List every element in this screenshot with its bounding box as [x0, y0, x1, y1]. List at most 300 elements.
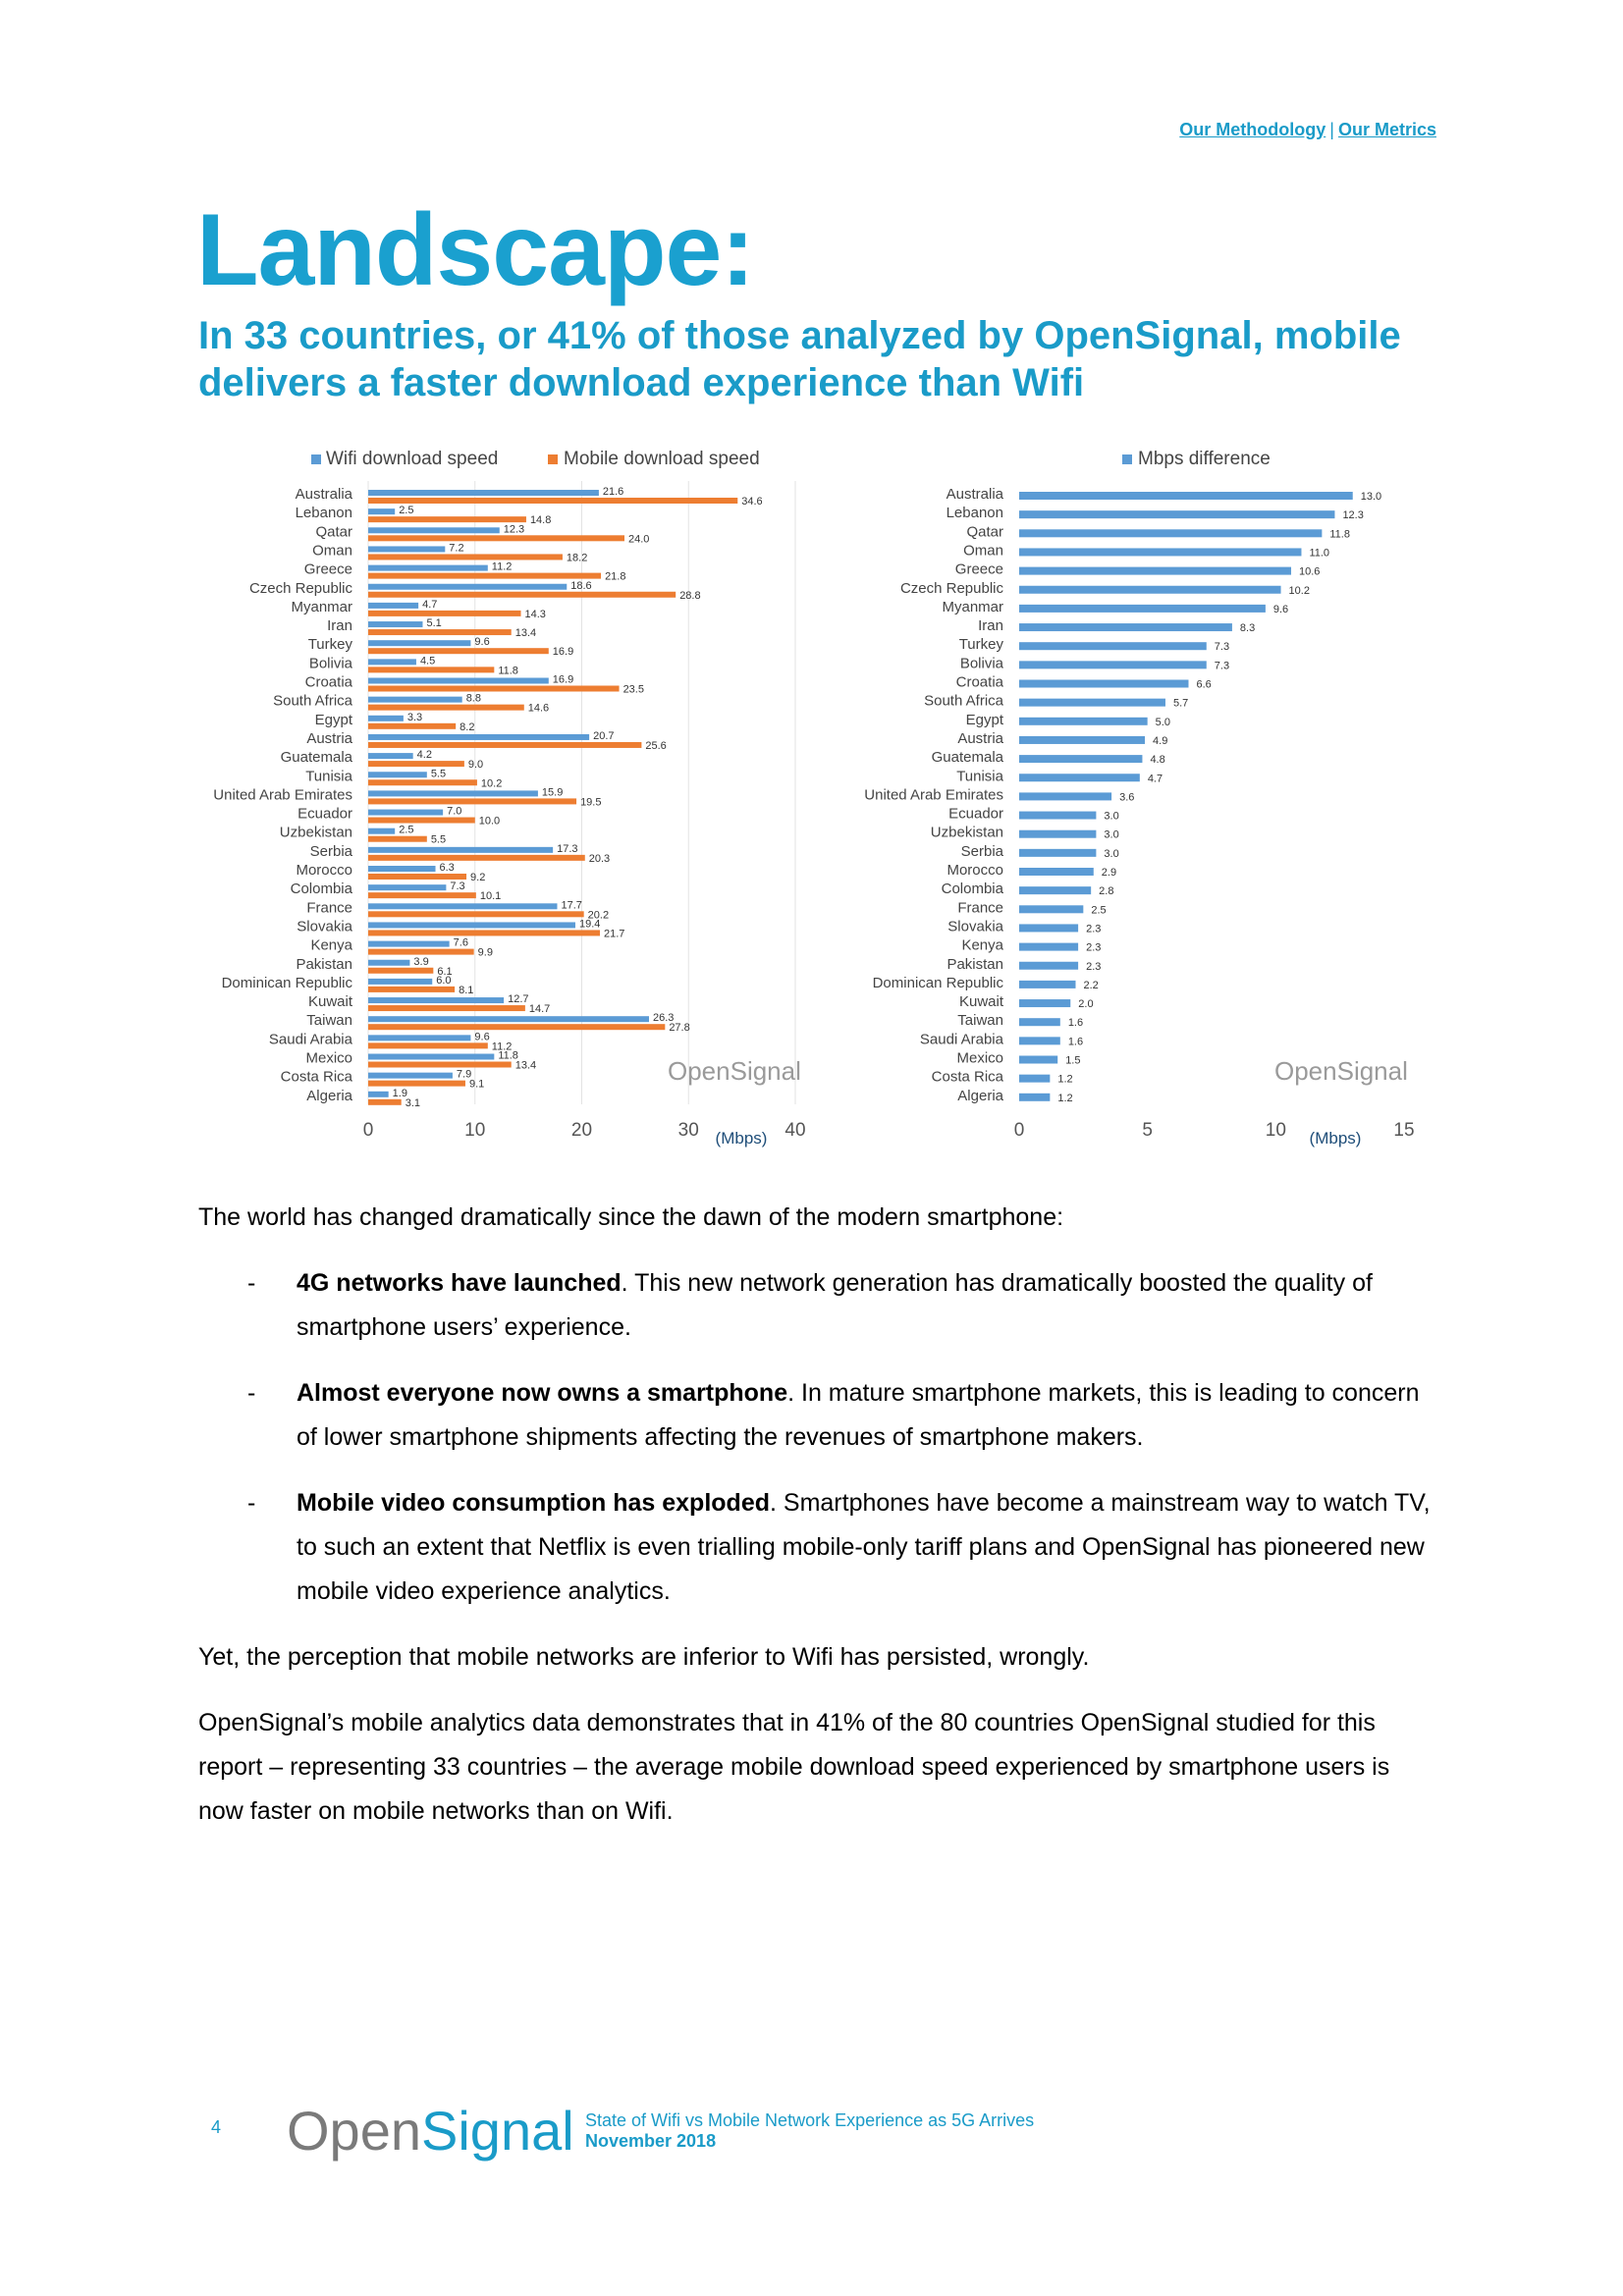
category-label: Austria: [957, 729, 1003, 747]
opensignal-logo: [287, 2099, 574, 2163]
mobile-value-label: 14.3: [524, 608, 546, 620]
category-label: Kenya: [961, 936, 1003, 954]
category-label: Iran: [327, 617, 352, 635]
wifi-bar: [368, 640, 470, 646]
difference-value-label: 2.3: [1086, 941, 1102, 954]
body-text: [198, 1196, 1435, 1834]
wifi-bar: [368, 1092, 389, 1097]
mobile-bar: [368, 611, 521, 616]
difference-bar: [1019, 886, 1091, 894]
x-unit-label: (Mbps): [715, 1129, 768, 1148]
category-label: France: [957, 899, 1003, 917]
mobile-bar: [368, 798, 576, 804]
difference-value-label: 13.0: [1360, 491, 1382, 503]
wifi-value-label: 8.8: [465, 692, 481, 705]
category-label: Ecuador: [948, 805, 1003, 823]
mobile-value-label: 23.5: [622, 683, 644, 696]
category-label: Costa Rica: [280, 1068, 352, 1086]
wifi-bar: [368, 659, 416, 665]
difference-bar: [1019, 943, 1078, 951]
logo-open-text: Open: [287, 2100, 421, 2162]
mobile-bar: [368, 629, 512, 635]
mobile-bar: [368, 592, 676, 598]
category-label: Mexico: [956, 1049, 1003, 1067]
mobile-bar: [368, 535, 624, 541]
wifi-bar: [368, 810, 443, 816]
difference-bar: [1019, 680, 1188, 688]
mobile-bar: [368, 573, 601, 579]
mobile-bar: [368, 855, 585, 861]
mobile-value-label: 9.0: [467, 759, 484, 772]
category-label: Algeria: [957, 1087, 1003, 1104]
mobile-value-label: 25.6: [645, 739, 667, 752]
difference-bar: [1019, 1075, 1050, 1083]
link-separator: |: [1329, 120, 1334, 139]
wifi-value-label: 4.2: [416, 749, 432, 762]
difference-bar: [1019, 812, 1096, 820]
difference-value-label: 11.0: [1309, 547, 1330, 560]
mobile-bar: [368, 761, 464, 767]
wifi-value-label: 7.2: [449, 542, 464, 555]
difference-bar: [1019, 1037, 1060, 1044]
wifi-value-label: 16.9: [552, 673, 574, 686]
metrics-link[interactable]: Our Metrics: [1337, 120, 1436, 139]
category-label: Guatemala: [931, 749, 1003, 767]
difference-bar: [1019, 981, 1075, 988]
bullet-item: [198, 1481, 1435, 1614]
wifi-bar: [368, 997, 504, 1003]
category-label: South Africa: [924, 692, 1003, 710]
mobile-value-label: 8.1: [459, 984, 474, 996]
bullet-bold: Mobile video consumption has exploded: [297, 1489, 770, 1517]
category-label: Tunisia: [305, 768, 352, 785]
category-label: Greece: [954, 561, 1003, 578]
category-label: Turkey: [958, 636, 1003, 654]
mobile-value-label: 20.3: [588, 852, 611, 865]
mobile-bar: [368, 874, 466, 880]
x-unit-label: (Mbps): [1309, 1129, 1362, 1148]
wifi-bar: [368, 866, 436, 872]
difference-value-label: 9.6: [1272, 603, 1289, 615]
difference-value-label: 2.5: [1091, 904, 1107, 917]
wifi-value-label: 9.6: [474, 1031, 490, 1043]
wifi-bar: [368, 734, 589, 740]
mobile-bar: [368, 1005, 525, 1011]
legend-label-wifi: Wifi download speed: [326, 449, 499, 469]
wifi-value-label: 20.7: [593, 729, 615, 742]
mobile-bar: [368, 1099, 402, 1105]
wifi-bar: [368, 603, 418, 609]
difference-bar: [1019, 774, 1140, 781]
difference-value-label: 2.2: [1083, 979, 1099, 991]
wifi-bar: [368, 922, 575, 928]
wifi-bar: [368, 1054, 494, 1060]
page-number: 4: [211, 2117, 222, 2137]
wifi-bar: [368, 772, 427, 777]
mobile-value-label: 13.4: [514, 627, 537, 640]
difference-value-label: 10.6: [1299, 565, 1321, 578]
category-label: Dominican Republic: [221, 974, 352, 991]
wifi-bar: [368, 753, 413, 759]
category-label: Lebanon: [295, 505, 352, 522]
category-label: Colombia: [290, 881, 352, 898]
wifi-value-label: 6.0: [436, 974, 452, 987]
category-label: Qatar: [966, 523, 1003, 541]
mobile-bar: [368, 667, 494, 672]
footer-document-info: [585, 2110, 1034, 2152]
mobile-value-label: 16.9: [552, 646, 574, 659]
wifi-bar: [368, 960, 409, 966]
category-label: Bolivia: [308, 655, 352, 672]
mobile-bar: [368, 1062, 512, 1068]
mobile-value-label: 14.8: [529, 514, 552, 527]
document-date: November 2018: [585, 2131, 717, 2151]
category-label: Costa Rica: [931, 1068, 1003, 1086]
category-label: Czech Republic: [248, 579, 352, 597]
wifi-value-label: 2.5: [399, 505, 414, 517]
mobile-bar: [368, 1024, 665, 1030]
category-label: Bolivia: [959, 655, 1003, 672]
mobile-bar: [368, 742, 641, 748]
mobile-value-label: 19.5: [580, 796, 602, 809]
logo-signal-text: Signal: [421, 2100, 574, 2162]
mobile-bar: [368, 554, 563, 560]
wifi-bar: [368, 584, 567, 590]
bullet-bold: 4G networks have launched: [297, 1269, 622, 1297]
mobile-value-label: 27.8: [669, 1022, 690, 1035]
mobile-value-label: 18.2: [566, 552, 588, 564]
difference-bar: [1019, 755, 1142, 763]
wifi-value-label: 7.3: [450, 881, 465, 893]
wifi-bar: [368, 941, 450, 947]
difference-value-label: 2.0: [1078, 998, 1094, 1011]
category-label: Egypt: [965, 711, 1003, 728]
category-label: Oman: [312, 542, 352, 560]
bullet-dash: -: [247, 1489, 256, 1517]
category-label: Slovakia: [297, 918, 352, 935]
difference-value-label: 3.0: [1104, 810, 1119, 823]
wifi-value-label: 17.3: [557, 842, 578, 855]
wifi-value-label: 3.3: [406, 711, 423, 723]
legend-swatch-mobile: [548, 454, 558, 464]
category-label: Australia: [946, 486, 1003, 503]
mobile-bar: [368, 818, 475, 824]
difference-value-label: 4.8: [1150, 754, 1165, 767]
top-links: [1179, 120, 1436, 140]
wifi-value-label: 5.5: [430, 768, 447, 780]
difference-bar: [1019, 830, 1096, 838]
mobile-value-label: 6.1: [437, 965, 453, 978]
legend-label-mobile: Mobile download speed: [564, 449, 760, 469]
wifi-bar: [368, 790, 538, 796]
mobile-bar: [368, 987, 455, 992]
wifi-bar: [368, 697, 462, 703]
wifi-bar: [368, 903, 557, 909]
category-label: Slovakia: [947, 918, 1003, 935]
category-label: Croatia: [304, 673, 352, 691]
difference-bar: [1019, 1056, 1057, 1064]
category-label: Lebanon: [946, 505, 1003, 522]
category-label: United Arab Emirates: [213, 786, 352, 804]
difference-value-label: 5.0: [1155, 716, 1170, 728]
category-label: Kuwait: [307, 993, 352, 1011]
x-tick-label: 10: [1265, 1120, 1286, 1141]
mobile-value-label: 9.1: [468, 1078, 485, 1091]
mobile-value-label: 28.8: [679, 589, 701, 602]
wifi-value-label: 2.5: [399, 824, 414, 836]
difference-bar: [1019, 492, 1353, 500]
mobile-bar: [368, 648, 549, 654]
chart-watermark: OpenSignal: [1274, 1056, 1408, 1086]
mobile-value-label: 9.2: [470, 872, 486, 883]
category-label: Austria: [306, 729, 352, 747]
difference-bar: [1019, 661, 1207, 668]
wifi-value-label: 7.9: [456, 1068, 472, 1081]
difference-bar: [1019, 1094, 1050, 1101]
category-label: Greece: [303, 561, 352, 578]
bullet-text: . This new network generation has dramatically boosted the quality of smartphone users’ experience.: [297, 1269, 1373, 1341]
category-label: Pakistan: [947, 955, 1003, 973]
mobile-value-label: 9.9: [477, 946, 493, 959]
category-label: Saudi Arabia: [268, 1031, 352, 1048]
wifi-value-label: 11.2: [491, 561, 513, 573]
difference-bar: [1019, 605, 1266, 613]
difference-value-label: 1.6: [1067, 1036, 1084, 1048]
wifi-value-label: 7.0: [447, 805, 462, 818]
wifi-value-label: 6.3: [439, 862, 455, 874]
x-tick-label: 15: [1393, 1120, 1415, 1141]
mobile-bar: [368, 968, 433, 974]
wifi-bar: [368, 1035, 470, 1041]
category-label: Uzbekistan: [930, 824, 1003, 841]
x-tick-label: 0: [362, 1120, 374, 1141]
wifi-bar: [368, 546, 445, 552]
difference-bar: [1019, 548, 1301, 556]
category-label: Myanmar: [942, 598, 1003, 615]
difference-value-label: 1.6: [1067, 1017, 1084, 1030]
wifi-value-label: 3.9: [413, 955, 429, 968]
category-label: Ecuador: [298, 805, 352, 823]
mobile-value-label: 11.2: [491, 1041, 513, 1053]
bullet-list: [198, 1261, 1435, 1614]
category-label: Tunisia: [956, 768, 1003, 785]
difference-value-label: 2.9: [1101, 867, 1117, 879]
wifi-value-label: 19.4: [578, 918, 601, 931]
category-label: Uzbekistan: [279, 824, 352, 841]
wifi-value-label: 7.6: [453, 936, 468, 949]
x-tick-label: 40: [784, 1120, 806, 1141]
category-label: Kenya: [310, 936, 352, 954]
perception-paragraph: Yet, the perception that mobile networks are inferior to Wifi has persisted, wrongly.: [198, 1643, 1090, 1671]
page-subtitle: In 33 countries, or 41% of those analyzed by OpenSignal, mobile delivers a faster download experience than Wifi: [198, 314, 1401, 404]
mobile-bar: [368, 498, 737, 504]
difference-bar: [1019, 718, 1148, 725]
mobile-bar: [368, 1081, 465, 1087]
mobile-value-label: 10.1: [479, 890, 502, 903]
wifi-bar: [368, 847, 553, 853]
category-label: South Africa: [273, 692, 352, 710]
category-label: Colombia: [941, 881, 1003, 898]
difference-value-label: 4.7: [1147, 773, 1163, 785]
category-label: Iran: [978, 617, 1003, 635]
x-tick-label: 5: [1142, 1120, 1153, 1141]
difference-value-label: 5.7: [1172, 697, 1189, 710]
mobile-bar: [368, 892, 476, 898]
category-label: Taiwan: [957, 1012, 1003, 1030]
mobile-bar: [368, 779, 477, 785]
bullet-bold: Almost everyone now owns a smartphone: [297, 1379, 788, 1407]
category-label: Algeria: [306, 1087, 352, 1104]
bullet-item: [198, 1261, 1435, 1350]
difference-bar: [1019, 642, 1207, 650]
wifi-bar: [368, 508, 395, 514]
category-label: Serbia: [309, 842, 352, 860]
difference-bar: [1019, 962, 1078, 970]
mobile-value-label: 34.6: [741, 496, 763, 507]
difference-value-label: 10.2: [1288, 584, 1310, 597]
difference-value-label: 4.9: [1153, 734, 1168, 747]
category-label: Saudi Arabia: [919, 1031, 1003, 1048]
bullet-dash: -: [247, 1269, 256, 1297]
difference-bar: [1019, 792, 1111, 800]
difference-bar: [1019, 905, 1083, 913]
difference-value-label: 6.6: [1196, 678, 1212, 691]
category-label: Czech Republic: [899, 579, 1003, 597]
difference-bar: [1019, 623, 1232, 631]
wifi-value-label: 1.9: [392, 1087, 407, 1099]
wifi-value-label: 17.7: [561, 899, 582, 912]
intro-paragraph: The world has changed dramatically since the dawn of the modern smartphone:: [198, 1203, 1064, 1231]
difference-bar: [1019, 924, 1078, 932]
mobile-bar: [368, 930, 600, 935]
difference-value-label: 2.8: [1099, 885, 1114, 898]
category-label: Qatar: [315, 523, 352, 541]
legend-swatch-wifi: [311, 454, 321, 464]
mobile-value-label: 24.0: [628, 533, 650, 546]
mobile-bar: [368, 836, 427, 842]
wifi-value-label: 11.8: [498, 1049, 518, 1062]
wifi-value-label: 15.9: [541, 786, 564, 799]
x-tick-label: 30: [677, 1120, 699, 1141]
difference-value-label: 3.0: [1104, 828, 1119, 841]
x-tick-label: 20: [570, 1120, 593, 1141]
difference-value-label: 3.6: [1119, 791, 1135, 804]
difference-value-label: 7.3: [1214, 660, 1230, 672]
mobile-bar: [368, 686, 620, 692]
x-tick-label: 10: [464, 1120, 486, 1141]
category-label: Taiwan: [306, 1012, 352, 1030]
wifi-bar: [368, 527, 500, 533]
page-title: Landscape:: [196, 193, 754, 307]
mobile-value-label: 20.2: [587, 909, 610, 922]
mobile-value-label: 14.6: [527, 702, 550, 715]
category-label: Morocco: [947, 862, 1003, 879]
difference-value-label: 1.5: [1065, 1054, 1081, 1067]
wifi-bar: [368, 884, 446, 890]
wifi-value-label: 5.1: [426, 617, 442, 630]
difference-bar: [1019, 999, 1070, 1007]
analytics-paragraph: OpenSignal’s mobile analytics data demonstrates that in 41% of the 80 countries OpenSignal studied for this report – representing 33 countries – the average mobile download speed experienced by smartphone users is now faster on mobile networks than on Wifi.: [198, 1709, 1390, 1825]
mobile-bar: [368, 949, 474, 955]
difference-bar: [1019, 736, 1145, 744]
category-label: Egypt: [314, 711, 352, 728]
category-label: Mexico: [305, 1049, 352, 1067]
wifi-value-label: 12.7: [508, 993, 529, 1006]
legend-label-difference: Mbps difference: [1138, 449, 1271, 469]
difference-bar: [1019, 567, 1291, 575]
bullet-dash: -: [247, 1379, 256, 1407]
mobile-value-label: 21.8: [605, 570, 626, 583]
mobile-value-label: 8.2: [460, 721, 475, 733]
difference-value-label: 8.3: [1239, 622, 1256, 635]
mobile-bar: [368, 911, 584, 917]
difference-value-label: 1.2: [1057, 1073, 1073, 1086]
difference-value-label: 2.3: [1086, 923, 1102, 935]
wifi-bar: [368, 979, 432, 985]
wifi-bar: [368, 828, 395, 834]
difference-bar: [1019, 510, 1334, 518]
mobile-bar: [368, 1042, 488, 1048]
wifi-bar: [368, 678, 549, 684]
x-tick-label: 0: [1013, 1120, 1025, 1141]
category-label: Croatia: [955, 673, 1003, 691]
chart-watermark: OpenSignal: [668, 1056, 801, 1086]
bullet-item: [198, 1371, 1435, 1460]
mobile-bar: [368, 723, 456, 729]
category-label: United Arab Emirates: [864, 786, 1003, 804]
mobile-value-label: 21.7: [603, 928, 625, 940]
wifi-bar: [368, 565, 488, 571]
difference-value-label: 2.3: [1086, 960, 1102, 973]
wifi-bar: [368, 1016, 649, 1022]
category-label: Pakistan: [296, 955, 352, 973]
mobile-value-label: 13.4: [514, 1059, 537, 1072]
wifi-value-label: 4.7: [422, 598, 438, 611]
difference-bar: [1019, 699, 1165, 707]
difference-bar: [1019, 1018, 1060, 1026]
document-title: State of Wifi vs Mobile Network Experience as 5G Arrives: [585, 2110, 1035, 2130]
mobile-bar: [368, 705, 524, 711]
speed-comparison-charts: [187, 437, 1434, 1158]
difference-value-label: 11.8: [1329, 528, 1350, 541]
difference-bar: [1019, 529, 1322, 537]
legend-swatch-difference: [1122, 454, 1132, 464]
category-label: France: [306, 899, 352, 917]
mobile-value-label: 14.7: [528, 1003, 551, 1016]
category-label: Oman: [963, 542, 1003, 560]
category-label: Australia: [295, 486, 352, 503]
wifi-value-label: 4.5: [419, 655, 436, 667]
difference-value-label: 1.2: [1057, 1092, 1073, 1104]
wifi-bar: [368, 716, 404, 721]
wifi-value-label: 18.6: [570, 579, 592, 592]
mobile-bar: [368, 516, 526, 522]
mobile-value-label: 10.0: [478, 815, 501, 828]
category-label: Kuwait: [958, 993, 1003, 1011]
wifi-value-label: 12.3: [503, 523, 525, 536]
difference-bar: [1019, 586, 1281, 594]
difference-value-label: 3.0: [1104, 847, 1119, 860]
category-label: Morocco: [296, 862, 352, 879]
mobile-value-label: 10.2: [480, 777, 503, 790]
category-label: Turkey: [307, 636, 352, 654]
methodology-link[interactable]: Our Methodology: [1179, 120, 1326, 139]
category-label: Myanmar: [291, 598, 352, 615]
wifi-value-label: 21.6: [602, 486, 624, 498]
wifi-bar: [368, 621, 422, 627]
wifi-bar: [368, 1073, 453, 1079]
category-label: Dominican Republic: [872, 974, 1003, 991]
